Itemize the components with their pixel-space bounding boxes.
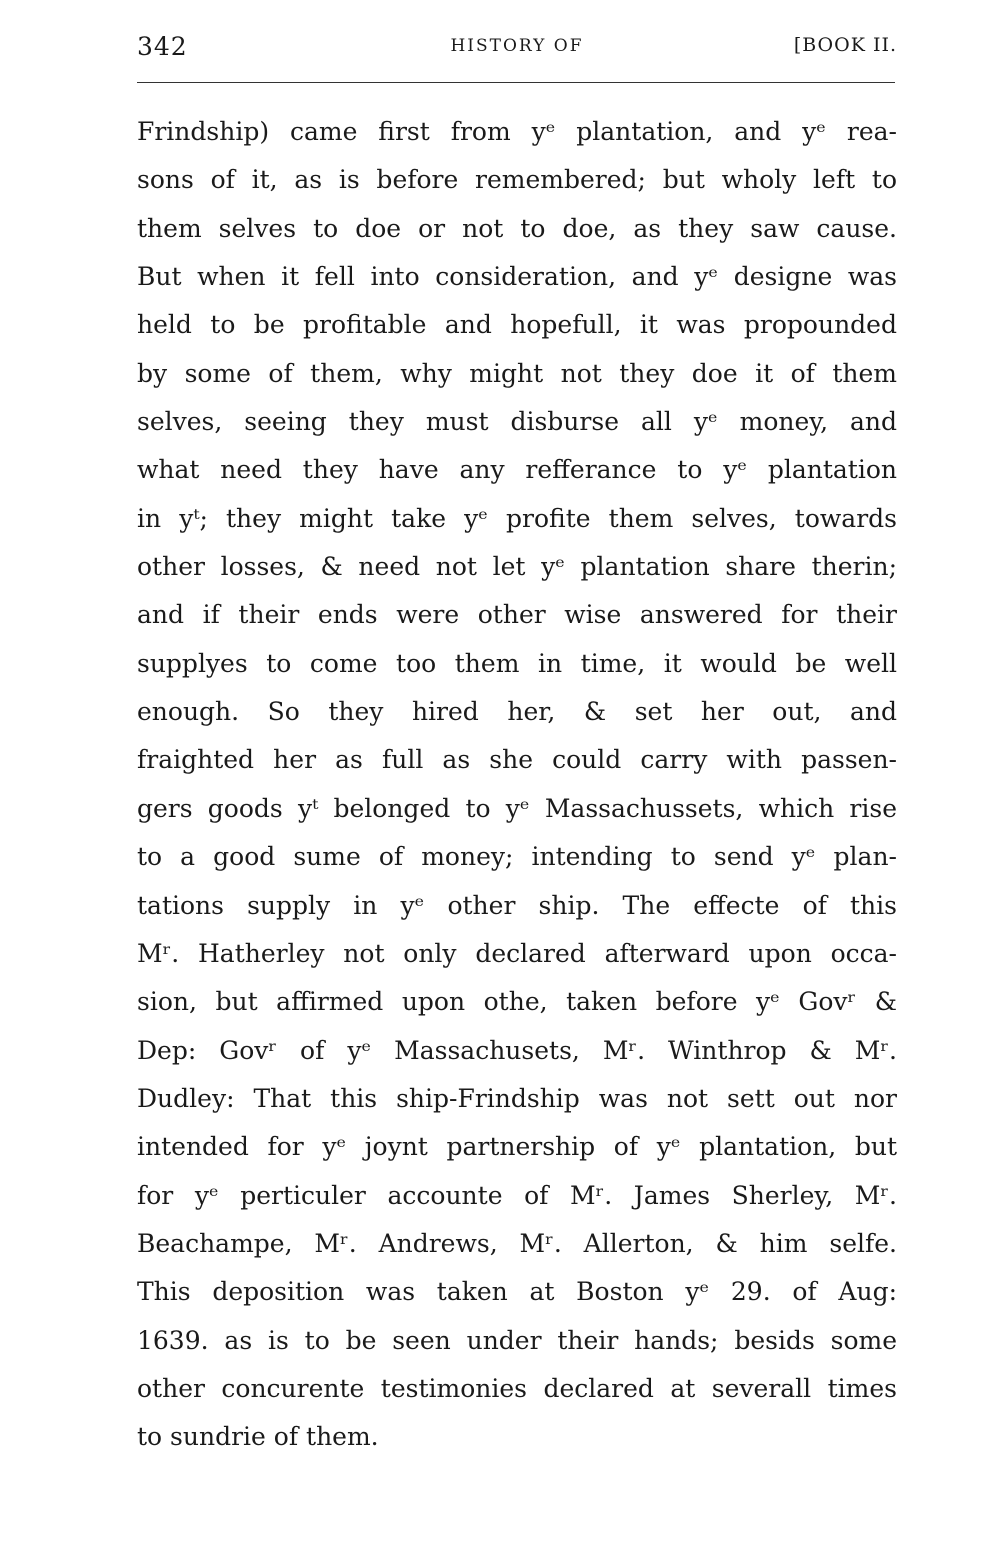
body-text bbox=[137, 108, 897, 1462]
text-line: fraighted her as full as she could carry with passen- bbox=[137, 745, 897, 775]
text-line: what need they have any refferance to yᵉ plantation bbox=[137, 455, 897, 485]
text-line: selves, seeing they must disburse all yᵉ money, and bbox=[137, 407, 897, 437]
text-line: to a good sume of money; intending to send yᵉ plan- bbox=[137, 842, 897, 872]
page-header bbox=[137, 32, 897, 64]
text-line: sons of it, as is before remembered; but wholy left to bbox=[137, 165, 897, 195]
text-line: tations supply in yᵉ other ship. The effecte of this bbox=[137, 890, 897, 920]
text-line: to sundrie of them. bbox=[137, 1422, 379, 1452]
text-line: enough. So they hired her, & set her out, and bbox=[137, 697, 897, 727]
text-line: by some of them, why might not they doe it of them bbox=[137, 358, 897, 388]
text-line: Mʳ. Hatherley not only declared afterward upon occa- bbox=[137, 938, 897, 968]
text-line: Frindship) came first from yᵉ plantation, and yᵉ rea- bbox=[137, 117, 897, 146]
text-line: supplyes to come too them in time, it would be well bbox=[137, 648, 897, 678]
text-line: other concurente testimonies declared at severall times bbox=[137, 1373, 897, 1403]
text-line: Dudley: That this ship-Frindship was not sett out nor bbox=[137, 1083, 897, 1113]
text-line: This deposition was taken at Boston yᵉ 29. of Aug: bbox=[137, 1277, 897, 1307]
text-line: Dep: Govʳ of yᵉ Massachusets, Mʳ. Winthrop & Mʳ. bbox=[137, 1035, 897, 1065]
text-line: gers goods yᵗ belonged to yᵉ Massachussets, which rise bbox=[137, 793, 897, 823]
header-rule bbox=[137, 82, 895, 83]
text-line: other losses, & need not let yᵉ plantation share therin; bbox=[137, 552, 897, 582]
text-line: intended for yᵉ joynt partnership of yᵉ plantation, but bbox=[137, 1132, 897, 1162]
text-line: in yᵗ; they might take yᵉ profite them selves, towards bbox=[137, 503, 897, 533]
text-line: sion, but affirmed upon othe, taken before yᵉ Govʳ & bbox=[137, 987, 897, 1017]
book-marker: [BOOK II. bbox=[793, 34, 897, 56]
text-line: But when it fell into consideration, and yᵉ designe was bbox=[137, 262, 897, 292]
text-line: them selves to doe or not to doe, as they saw cause. bbox=[137, 213, 897, 243]
page-number: 342 bbox=[137, 32, 188, 61]
text-line: for yᵉ perticuler accounte of Mʳ. James Sherley, Mʳ. bbox=[137, 1180, 897, 1210]
text-line: held to be profitable and hopefull, it was propounded bbox=[137, 310, 897, 340]
running-title: HISTORY OF bbox=[450, 36, 584, 56]
text-line: and if their ends were other wise answered for their bbox=[137, 600, 897, 630]
text-line: Beachampe, Mʳ. Andrews, Mʳ. Allerton, & him selfe. bbox=[137, 1228, 897, 1258]
text-line: 1639. as is to be seen under their hands; besids some bbox=[137, 1325, 897, 1355]
